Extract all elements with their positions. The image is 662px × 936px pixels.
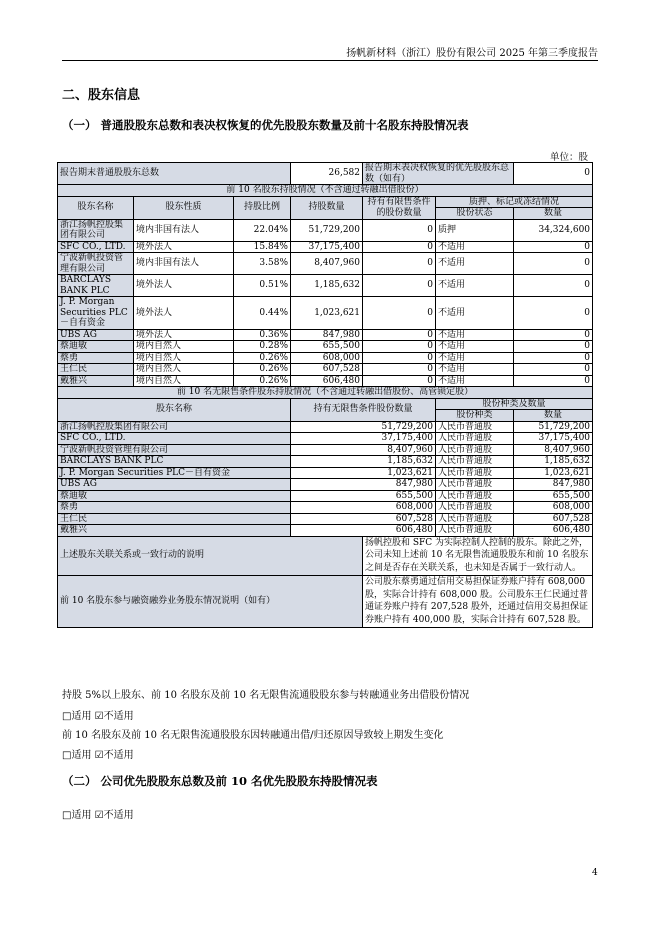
cell-name: J. P. Morgan Securities PLC－自有资金 [58,297,134,330]
cell-qty: 606,480 [291,375,363,387]
unres-title: 前 10 名无限售条件股东持股情况（不含通过转融出借股份、高管锁定股） [58,387,593,399]
cell-qty: 8,407,960 [291,253,363,275]
cell-ratio: 0.44% [234,297,291,330]
cell-count: 607,528 [514,513,593,525]
table-row [58,375,593,387]
cell-count: 0 [514,364,593,376]
cell-nature: 境外法人 [134,275,234,297]
cell-nature: 境内自然人 [134,364,234,376]
note-preferred-applicability: □适用 ☑不适用 [62,810,134,821]
top10-title-row [58,185,593,197]
cell-name: 戴雅兴 [58,375,134,387]
sub-title-preferred-shareholders: （二） 公司优先股股东总数及前 10 名优先股股东持股情况表 [62,774,378,788]
cell-status: 不适用 [436,352,514,364]
note-change: 前 10 名股东及前 10 名无限售流通股股东因转融通出借/归还原因导致较上期发生变化 [62,730,444,741]
cell-count: 8,407,960 [514,444,593,456]
cell-name: 王仁民 [58,364,134,376]
relation-text: 扬帆控股和 SFC 为实际控制人控制的股东。除此之外，公司未知上述前 10 名无限售流通股股东和前 10 名股东之间是否存在关联关系，也未知是否属于一致行动人。 [363,536,593,575]
cell-ratio: 0.28% [234,341,291,353]
table-row [58,219,593,241]
col-header-nature: 股东性质 [134,196,234,219]
cell-nature: 境外法人 [134,241,234,253]
cell-qty: 847,980 [291,479,436,491]
cell-count: 0 [514,241,593,253]
cell-nature: 境外法人 [134,329,234,341]
table-row [58,490,593,502]
cell-type: 人民币普通股 [436,433,514,445]
section-title: 二、股东信息 [62,88,141,103]
cell-status: 不适用 [436,297,514,330]
cell-nature: 境内自然人 [134,352,234,364]
cell-count: 0 [514,253,593,275]
table-row [58,502,593,514]
cell-qty: 1,023,621 [291,297,363,330]
cell-qty: 51,729,200 [291,219,363,241]
cell-name: 宁波新帆投资管理有限公司 [58,444,291,456]
table-row [58,352,593,364]
cell-count: 1,185,632 [514,456,593,468]
cell-restricted: 0 [363,341,436,353]
cell-name: BARCLAYS BANK PLC [58,456,291,468]
cell-qty: 606,480 [291,525,436,537]
cell-status: 不适用 [436,375,514,387]
cell-ratio: 0.51% [234,275,291,297]
cell-status: 不适用 [436,341,514,353]
cell-count: 606,480 [514,525,593,537]
table-row [58,444,593,456]
margin-label: 前 10 名股东参与融资融券业务股东情况说明（如有） [58,575,363,627]
page-header: 扬帆新材料（浙江）股份有限公司 2025 年第三季度报告 [346,48,598,59]
cell-qty: 655,500 [291,341,363,353]
unres-col-header-qty: 持有无限售条件股份数量 [291,398,436,421]
cell-nature: 境内自然人 [134,341,234,353]
cell-qty: 8,407,960 [291,444,436,456]
margin-row [58,575,593,627]
unres-header-row [58,398,593,410]
table-row [58,456,593,468]
cell-name: SFC CO., LTD. [58,433,291,445]
cell-name: 蔡迪敏 [58,490,291,502]
cell-name: J. P. Morgan Securities PLC－自有资金 [58,467,291,479]
cell-ratio: 0.26% [234,375,291,387]
table-row [58,513,593,525]
cell-count: 37,175,400 [514,433,593,445]
cell-qty: 655,500 [291,490,436,502]
summary-value-common: 26,582 [291,163,363,185]
cell-name: UBS AG [58,329,134,341]
cell-name: SFC CO., LTD. [58,241,134,253]
cell-name: 戴雅兴 [58,525,291,537]
cell-count: 655,500 [514,490,593,502]
cell-count: 847,980 [514,479,593,491]
cell-status: 不适用 [436,275,514,297]
cell-count: 0 [514,275,593,297]
unres-col-header-count: 数量 [514,410,593,422]
cell-type: 人民币普通股 [436,444,514,456]
table-row [58,479,593,491]
cell-type: 人民币普通股 [436,490,514,502]
cell-count: 51,729,200 [514,421,593,433]
cell-status: 不适用 [436,329,514,341]
cell-qty: 1,185,632 [291,275,363,297]
cell-type: 人民币普通股 [436,513,514,525]
col-header-status: 股份状态 [436,208,514,220]
cell-count: 0 [514,297,593,330]
cell-nature: 境外法人 [134,297,234,330]
cell-nature: 境内自然人 [134,375,234,387]
cell-name: 王仁民 [58,513,291,525]
col-header-ratio: 持股比例 [234,196,291,219]
table-row [58,433,593,445]
cell-count: 0 [514,375,593,387]
cell-nature: 境内非国有法人 [134,219,234,241]
cell-nature: 境内非国有法人 [134,253,234,275]
cell-name: BARCLAYS BANK PLC [58,275,134,297]
cell-qty: 607,528 [291,364,363,376]
cell-count: 608,000 [514,502,593,514]
col-header-name: 股东名称 [58,196,134,219]
cell-ratio: 0.36% [234,329,291,341]
cell-qty: 1,023,621 [291,467,436,479]
shareholder-table [57,162,593,628]
cell-status: 不适用 [436,241,514,253]
col-header-qty: 持股数量 [291,196,363,219]
cell-ratio: 3.58% [234,253,291,275]
note-lending-applicability: □适用 ☑不适用 [62,711,134,722]
unres-col-header-type-group: 股份种类及数量 [436,398,593,410]
cell-ratio: 0.26% [234,364,291,376]
margin-text: 公司股东蔡勇通过信用交易担保证券账户持有 608,000 股，实际合计持有 608,000 股。公司股东王仁民通过普通证券账户持有 207,528 股外，还通过信用交易担保证券账户持有 400,000 股，实际合计持有 607,528 股。 [363,575,593,627]
cell-type: 人民币普通股 [436,502,514,514]
unres-col-header-name: 股东名称 [58,398,291,421]
cell-count: 0 [514,329,593,341]
top10-title: 前 10 名股东持股情况（不含通过转融出借股份） [58,185,593,197]
table-row [58,275,593,297]
cell-type: 人民币普通股 [436,479,514,491]
relation-row [58,536,593,575]
cell-count: 0 [514,352,593,364]
cell-restricted: 0 [363,219,436,241]
table-row [58,297,593,330]
cell-status: 不适用 [436,253,514,275]
page-number: 4 [592,868,598,878]
cell-restricted: 0 [363,275,436,297]
cell-qty: 608,000 [291,502,436,514]
cell-restricted: 0 [363,297,436,330]
cell-restricted: 0 [363,375,436,387]
cell-qty: 847,980 [291,329,363,341]
cell-restricted: 0 [363,253,436,275]
cell-qty: 607,528 [291,513,436,525]
summary-label-common: 报告期末普通股股东总数 [58,163,291,185]
table-row [58,364,593,376]
table-row [58,341,593,353]
cell-type: 人民币普通股 [436,456,514,468]
cell-ratio: 22.04% [234,219,291,241]
cell-name: 蔡勇 [58,352,134,364]
cell-status: 不适用 [436,364,514,376]
table-row [58,421,593,433]
cell-status: 质押 [436,219,514,241]
table-row [58,253,593,275]
cell-restricted: 0 [363,329,436,341]
table-row [58,241,593,253]
col-header-restricted: 持有有限售条件的股份数量 [363,196,436,219]
note-lending: 持股 5%以上股东、前 10 名股东及前 10 名无限售流通股股东参与转融通业务出借股份情况 [62,690,470,701]
cell-ratio: 15.84% [234,241,291,253]
cell-name: 浙江扬帆控股集团有限公司 [58,219,134,241]
cell-qty: 37,175,400 [291,241,363,253]
summary-value-preferred: 0 [514,163,593,185]
summary-label-preferred: 报告期末表决权恢复的优先股股东总数（如有） [363,163,514,185]
note-change-applicability: □适用 ☑不适用 [62,750,134,761]
cell-type: 人民币普通股 [436,467,514,479]
cell-restricted: 0 [363,364,436,376]
col-header-count: 数量 [514,208,593,220]
table-row [58,329,593,341]
cell-ratio: 0.26% [234,352,291,364]
cell-name: 蔡迪敏 [58,341,134,353]
table-row [58,467,593,479]
cell-name: UBS AG [58,479,291,491]
cell-count: 34,324,600 [514,219,593,241]
summary-row [58,163,593,185]
col-header-pledge: 质押、标记或冻结情况 [436,196,593,208]
cell-count: 1,023,621 [514,467,593,479]
relation-label: 上述股东关联关系或一致行动的说明 [58,536,363,575]
cell-qty: 608,000 [291,352,363,364]
table-row [58,525,593,537]
sub-title-common-shareholders: （一） 普通股股东总数和表决权恢复的优先股股东数量及前十名股东持股情况表 [62,118,469,132]
unres-title-row [58,387,593,399]
cell-qty: 51,729,200 [291,421,436,433]
cell-type: 人民币普通股 [436,525,514,537]
cell-type: 人民币普通股 [436,421,514,433]
cell-name: 浙江扬帆控股集团有限公司 [58,421,291,433]
header-divider [62,60,598,61]
unit-label: 单位：股 [549,152,588,163]
cell-name: 宁波新帆投资管理有限公司 [58,253,134,275]
cell-restricted: 0 [363,241,436,253]
top10-header-row [58,196,593,208]
cell-restricted: 0 [363,352,436,364]
unres-col-header-type: 股份种类 [436,410,514,422]
cell-qty: 1,185,632 [291,456,436,468]
cell-qty: 37,175,400 [291,433,436,445]
cell-name: 蔡勇 [58,502,291,514]
cell-count: 0 [514,341,593,353]
